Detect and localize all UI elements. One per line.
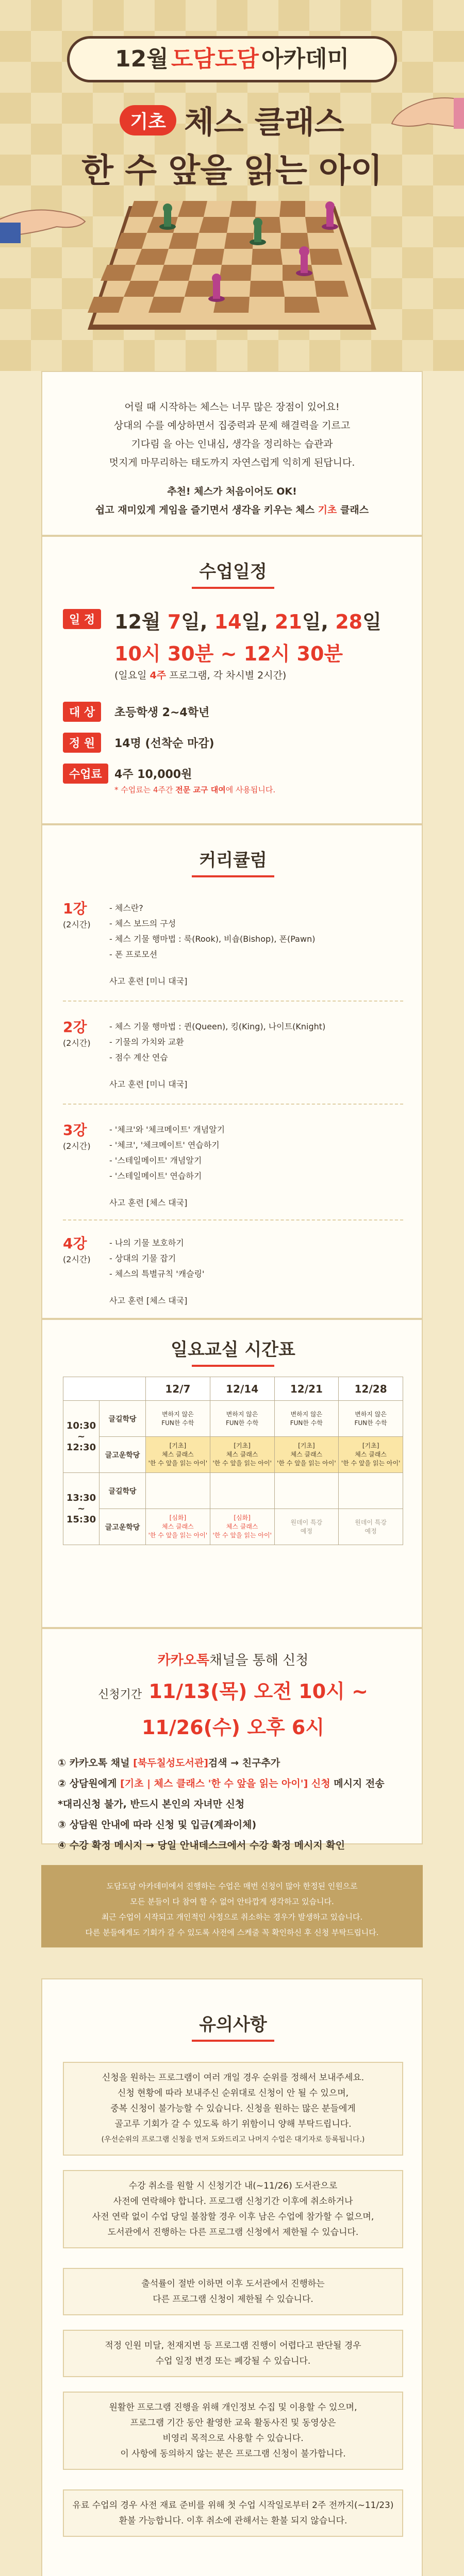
application-title bbox=[42, 1650, 424, 1669]
application-step bbox=[58, 1753, 408, 1773]
lesson-number: 2강 bbox=[63, 1019, 87, 1036]
step-text: 메시지 전송 bbox=[330, 1778, 385, 1789]
lesson-training: 사고 훈련 [체스 대국] bbox=[109, 1198, 188, 1208]
notice-text: 신청 현황에 따라 보내주신 순위대로 신청이 안 될 수 있으며, bbox=[117, 2088, 349, 2098]
timetable-section bbox=[41, 1319, 423, 1628]
empty-cell bbox=[339, 1473, 403, 1509]
lesson-topic: - 체스란? bbox=[109, 903, 143, 913]
target-label: 대 상 bbox=[63, 702, 101, 722]
date-header: 12/7 bbox=[146, 1377, 210, 1401]
math-class-cell: 변하지 않은 FUN한 수학 bbox=[274, 1401, 339, 1437]
lesson-topics bbox=[109, 1019, 325, 1065]
schedule-title-text: 수업일정 bbox=[199, 562, 267, 582]
capacity-row bbox=[63, 733, 408, 753]
date-header: 12/14 bbox=[210, 1377, 274, 1401]
curriculum-title-text: 커리큘럼 bbox=[199, 850, 267, 871]
application-period bbox=[42, 1675, 424, 1704]
application-title-text: 을 통해 신청 bbox=[235, 1653, 309, 1668]
lesson-topic: - 점수 계산 연습 bbox=[109, 1053, 168, 1062]
lesson-topics bbox=[109, 901, 315, 962]
date-header: 12/28 bbox=[339, 1377, 403, 1401]
note-highlight: 4주 bbox=[150, 670, 167, 681]
lesson-training: 사고 훈련 [체스 대국] bbox=[109, 1296, 188, 1306]
schedule-note bbox=[114, 668, 286, 682]
intro-line: 상대의 수를 예상하면서 집중력과 문제 해결력을 기르고 bbox=[113, 420, 351, 431]
date-day: 21 bbox=[274, 611, 302, 633]
lesson-topic: - 체스의 특별규칙 '캐슬링' bbox=[109, 1269, 205, 1279]
notice-text: 환불 가능합니다. 이후 취소에 관해서는 환불 되지 않습니다. bbox=[119, 2516, 347, 2526]
schedule-title bbox=[42, 557, 424, 589]
timetable-title bbox=[42, 1335, 424, 1367]
title-underline bbox=[192, 587, 274, 589]
time-slot: 10:30 ~ 12:30 bbox=[63, 1401, 100, 1473]
notice-line: 다른 분들에게도 기회가 갈 수 있도록 사전에 스케줄 꼭 확인하신 후 신청 부탁드립니다. bbox=[85, 1928, 379, 1937]
room-name: 글고운학당 bbox=[100, 1437, 146, 1473]
room-name: 글길학당 bbox=[100, 1401, 146, 1437]
kakao-name: 카카오톡 bbox=[157, 1653, 210, 1668]
chess-class-cell: [기초] 체스 클래스 '한 수 앞을 읽는 아이' bbox=[146, 1437, 210, 1473]
target-row bbox=[63, 702, 408, 722]
intro-text: 쉽고 재미있게 게임을 즐기면서 생각을 키우는 체스 bbox=[95, 504, 318, 516]
notice-text: 수업 일정 변경 또는 폐강될 수 있습니다. bbox=[155, 2356, 311, 2366]
notice-box bbox=[63, 2489, 403, 2537]
hero-month: 12월 bbox=[115, 46, 169, 72]
intro-section bbox=[41, 371, 423, 536]
notice-section bbox=[41, 1978, 423, 2576]
chess-class-cell: [기초] 체스 클래스 '한 수 앞을 읽는 아이' bbox=[339, 1437, 403, 1473]
application-step bbox=[58, 1815, 408, 1835]
intro-recommend: 추천! 체스가 처음이어도 OK! bbox=[167, 486, 297, 497]
date-part: 일, bbox=[302, 611, 336, 633]
date-part: 12월 bbox=[114, 611, 168, 633]
schedule-section bbox=[41, 536, 423, 824]
hero-academy: 아카데미 bbox=[261, 46, 349, 72]
application-title-text: 채널 bbox=[209, 1653, 236, 1668]
fee-label: 수업료 bbox=[63, 764, 108, 784]
fee-note bbox=[114, 784, 275, 795]
lesson-topic: - '스테일메이트' 개념알기 bbox=[109, 1156, 202, 1165]
lesson-topic: - 상대의 기물 잡기 bbox=[109, 1253, 176, 1263]
application-step bbox=[58, 1835, 408, 1856]
hero-banner bbox=[67, 36, 397, 82]
step-text: *대리신청 불가, 반드시 본인의 자녀만 신청 bbox=[58, 1799, 245, 1810]
math-class-cell: 변하지 않은 FUN한 수학 bbox=[210, 1401, 274, 1437]
special-lecture-cell: 원데이 특강 예정 bbox=[274, 1509, 339, 1545]
empty-cell bbox=[146, 1473, 210, 1509]
notice-text: 골고루 기회가 갈 수 있도록 하기 위함이니 양해 부탁드립니다. bbox=[114, 2119, 352, 2129]
timetable-table bbox=[63, 1377, 403, 1545]
intro-highlight: 기초 bbox=[318, 504, 337, 516]
class-title: 체스 클래스 bbox=[184, 105, 344, 141]
lesson-divider bbox=[63, 1104, 403, 1105]
application-step bbox=[58, 1794, 408, 1815]
date-part: 일, bbox=[241, 611, 275, 633]
fee-note-text: * 수업료는 4주간 bbox=[114, 785, 176, 794]
timetable-corner bbox=[63, 1377, 146, 1401]
notice-line: 모든 분들이 다 참여 할 수 없어 안타깝게 생각하고 있습니다. bbox=[130, 1897, 334, 1906]
period-start: 11/13(목) 오전 10시 ~ bbox=[148, 1680, 368, 1703]
step-text: ② 상담원에게 bbox=[58, 1778, 121, 1789]
date-part: 일, bbox=[181, 611, 214, 633]
lesson-topic: - 나의 기물 보호하기 bbox=[109, 1238, 184, 1248]
period-end: 11/26(수) 오후 6시 bbox=[141, 1716, 325, 1739]
notice-text: 사전 연락 없이 수업 당일 불참할 경우 이후 남은 수업에 참가할 수 없으며, bbox=[92, 2212, 374, 2222]
fee-row bbox=[63, 764, 408, 794]
dates-value bbox=[114, 606, 382, 634]
title-underline bbox=[192, 2040, 274, 2042]
cancellation-notice bbox=[41, 1865, 423, 1947]
math-class-cell: 변하지 않은 FUN한 수학 bbox=[146, 1401, 210, 1437]
lesson-number: 1강 bbox=[63, 900, 87, 917]
notice-text: 비영리 목적으로 사용할 수 있습니다. bbox=[162, 2433, 304, 2444]
notice-text: 중복 신청이 불가능할 수 있습니다. 신청을 원하는 많은 분들에게 bbox=[110, 2104, 356, 2114]
notice-text: (우선순위의 프로그램 신청을 먼저 도와드리고 나머지 수업은 대기자로 등록됩니다.) bbox=[101, 2136, 365, 2144]
lesson-divider bbox=[63, 1219, 403, 1221]
timetable-header-row bbox=[63, 1377, 403, 1401]
chess-class-cell: [기초] 체스 클래스 '한 수 앞을 읽는 아이' bbox=[274, 1437, 339, 1473]
hero bbox=[0, 0, 464, 371]
intro-line: 어릴 때 시작하는 체스는 너무 많은 장점이 있어요! bbox=[124, 401, 340, 413]
notice-line: 도담도담 아카데미에서 진행하는 수업은 매번 신청이 많아 한정된 인원으로 bbox=[106, 1882, 358, 1891]
class-slogan: 한 수 앞을 읽는 아이 bbox=[81, 152, 383, 190]
lesson-training: 사고 훈련 [미니 대국] bbox=[109, 1079, 188, 1089]
notice-title-text: 유의사항 bbox=[199, 2014, 267, 2035]
notice-box bbox=[63, 2062, 403, 2156]
application-step bbox=[58, 1773, 408, 1794]
lesson-topic: - 체스 기물 행마법 : 퀸(Queen), 킹(King), 나이트(Knight) bbox=[109, 1022, 326, 1031]
empty-cell bbox=[274, 1473, 339, 1509]
notice-text: 원활한 프로그램 진행을 위해 개인정보 수집 및 이용할 수 있으며, bbox=[109, 2402, 357, 2413]
notice-text: 신청을 원하는 프로그램이 여러 개일 경우 순위를 정해서 보내주세요. bbox=[102, 2073, 364, 2083]
notice-box bbox=[63, 2268, 403, 2315]
lesson-hours: (2시간) bbox=[63, 1038, 91, 1048]
timetable-row bbox=[63, 1401, 403, 1437]
target-value: 초등학생 2~4학년 bbox=[114, 706, 210, 719]
capacity-label: 정 원 bbox=[63, 733, 101, 753]
room-name: 글고운학당 bbox=[100, 1509, 146, 1545]
lesson-divider bbox=[63, 1001, 403, 1002]
notice-text: 이 사항에 동의하지 않는 분은 프로그램 신청이 불가합니다. bbox=[120, 2449, 346, 2459]
lesson-number: 4강 bbox=[63, 1235, 87, 1252]
chessboard-illustration bbox=[88, 196, 376, 350]
step-text: ① 카카오톡 채널 bbox=[58, 1757, 134, 1769]
title-underline bbox=[192, 1365, 274, 1367]
notice-text: 수강 취소를 원할 시 신청기간 내(~11/26) 도서관으로 bbox=[128, 2181, 338, 2191]
notice-box bbox=[63, 2392, 403, 2470]
lesson-topic: - '체크'와 '체크메이트' 개념알기 bbox=[109, 1125, 225, 1134]
lesson-training: 사고 훈련 [미니 대국] bbox=[109, 976, 188, 986]
advanced-chess-cell: [심화] 체스 클래스 '한 수 앞을 읽는 아이' bbox=[210, 1509, 274, 1545]
lesson-number: 3강 bbox=[63, 1122, 87, 1139]
capacity-value: 14명 (선착순 마감) bbox=[114, 737, 214, 750]
intro-line: 기다림 을 아는 인내심, 생각을 정리하는 습관과 bbox=[131, 438, 333, 450]
lesson-topics bbox=[109, 1235, 204, 1282]
timetable-title-text: 일요교실 시간표 bbox=[171, 1340, 295, 1360]
notice-text: 프로그램 기간 동안 촬영한 교육 활동사진 및 동영상은 bbox=[130, 2418, 336, 2428]
chess-class-cell: [기초] 체스 클래스 '한 수 앞을 읽는 아이' bbox=[210, 1437, 274, 1473]
notice-text: 출석률이 절반 이하면 이후 도서관에서 진행하는 bbox=[141, 2279, 325, 2289]
date-day: 14 bbox=[214, 611, 242, 633]
empty-cell bbox=[210, 1473, 274, 1509]
notice-text: 유료 수업의 경우 사전 재료 준비를 위해 첫 수업 시작일로부터 2주 전까지(~11/23) bbox=[72, 2500, 394, 2511]
notice-box bbox=[63, 2330, 403, 2377]
intro-recommend-2 bbox=[53, 501, 411, 519]
lesson-topic: - '체크', '체크메이트' 연습하기 bbox=[109, 1140, 220, 1150]
period-label: 신청기간 bbox=[98, 1688, 142, 1701]
intro-text: 클래스 bbox=[337, 504, 369, 516]
date-day: 7 bbox=[167, 611, 181, 633]
fee-note-text: 에 사용됩니다. bbox=[225, 785, 276, 794]
application-section bbox=[41, 1628, 423, 1851]
step-highlight: [기초 | 체스 클래스 '한 수 앞을 읽는 아이'] 신청 bbox=[120, 1778, 330, 1789]
level-badge: 기초 bbox=[120, 105, 176, 135]
lesson-hours: (2시간) bbox=[63, 1255, 91, 1264]
notice-text: 적정 인원 미달, 천재지변 등 프로그램 진행이 어렵다고 판단될 경우 bbox=[105, 2341, 361, 2351]
date-day: 28 bbox=[335, 611, 363, 633]
curriculum-title bbox=[42, 846, 424, 877]
right-hand-illustration bbox=[371, 82, 464, 144]
note-text: 프로그램, 각 차시별 2시간) bbox=[166, 670, 287, 681]
timetable-row bbox=[63, 1437, 403, 1473]
notice-text: 다른 프로그램 신청이 제한될 수 있습니다. bbox=[153, 2294, 313, 2304]
date-part: 일 bbox=[362, 611, 382, 633]
lesson-topic: - 기물의 가치와 교환 bbox=[109, 1037, 184, 1047]
room-name: 글길학당 bbox=[100, 1473, 146, 1509]
application-steps bbox=[58, 1753, 408, 1856]
advanced-chess-cell: [심화] 체스 클래스 '한 수 앞을 읽는 아이' bbox=[146, 1509, 210, 1545]
step-text: ④ 수강 확정 메시지 → 당일 안내데스크에서 수강 확정 메시지 확인 bbox=[58, 1840, 345, 1851]
intro-line: 멋지게 마무리하는 태도까지 자연스럽게 익히게 된답니다. bbox=[109, 457, 355, 468]
lesson-topics bbox=[109, 1122, 225, 1184]
fee-note-highlight: 전문 교구 대여 bbox=[175, 785, 226, 794]
notice-text: 사전에 연락해야 합니다. 프로그램 신청기간 이후에 취소하거나 bbox=[113, 2196, 353, 2207]
timetable-row bbox=[63, 1473, 403, 1509]
lesson-topic: - 체스 기물 행마법 : 룩(Rook), 비숍(Bishop), 폰(Pawn) bbox=[109, 934, 316, 944]
hero-brand: 도담도담 bbox=[171, 46, 259, 72]
date-header: 12/21 bbox=[274, 1377, 339, 1401]
notice-box bbox=[63, 2170, 403, 2248]
notice-text: 도서관에서 진행하는 다른 프로그램 신청에서 제한될 수 있습니다. bbox=[107, 2227, 359, 2238]
special-lecture-cell: 원데이 특강 예정 bbox=[339, 1509, 403, 1545]
note-text: (일요일 bbox=[114, 670, 150, 681]
lesson-topic: - 폰 프로모션 bbox=[109, 950, 158, 959]
time-slot: 13:30 ~ 15:30 bbox=[63, 1473, 100, 1545]
title-underline bbox=[192, 875, 274, 877]
step-text: ③ 상담원 안내에 따라 신청 및 입금(계좌이체) bbox=[58, 1819, 257, 1831]
notice-line: 최근 수업이 시작되고 개인적인 사정으로 취소하는 경우가 발생하고 있습니다. bbox=[101, 1912, 363, 1922]
left-hand-illustration bbox=[0, 185, 93, 247]
timetable-row bbox=[63, 1509, 403, 1545]
math-class-cell: 변하지 않은 FUN한 수학 bbox=[339, 1401, 403, 1437]
lesson-topic: - 체스 보드의 구성 bbox=[109, 919, 176, 928]
notice-title bbox=[42, 2010, 424, 2042]
curriculum-section bbox=[41, 824, 423, 1319]
lesson-topic: - '스테일메이트' 연습하기 bbox=[109, 1171, 202, 1181]
lesson-hours: (2시간) bbox=[63, 1141, 91, 1151]
step-text: 검색 → 친구추가 bbox=[208, 1757, 280, 1769]
fee-value: 4주 10,000원 bbox=[114, 768, 192, 781]
class-time: 10시 30분 ~ 12시 30분 bbox=[114, 642, 343, 665]
schedule-dates bbox=[63, 609, 408, 681]
dates-label: 일 정 bbox=[63, 609, 101, 629]
step-highlight: [북두칠성도서관] bbox=[133, 1757, 208, 1769]
lesson-hours: (2시간) bbox=[63, 920, 91, 929]
